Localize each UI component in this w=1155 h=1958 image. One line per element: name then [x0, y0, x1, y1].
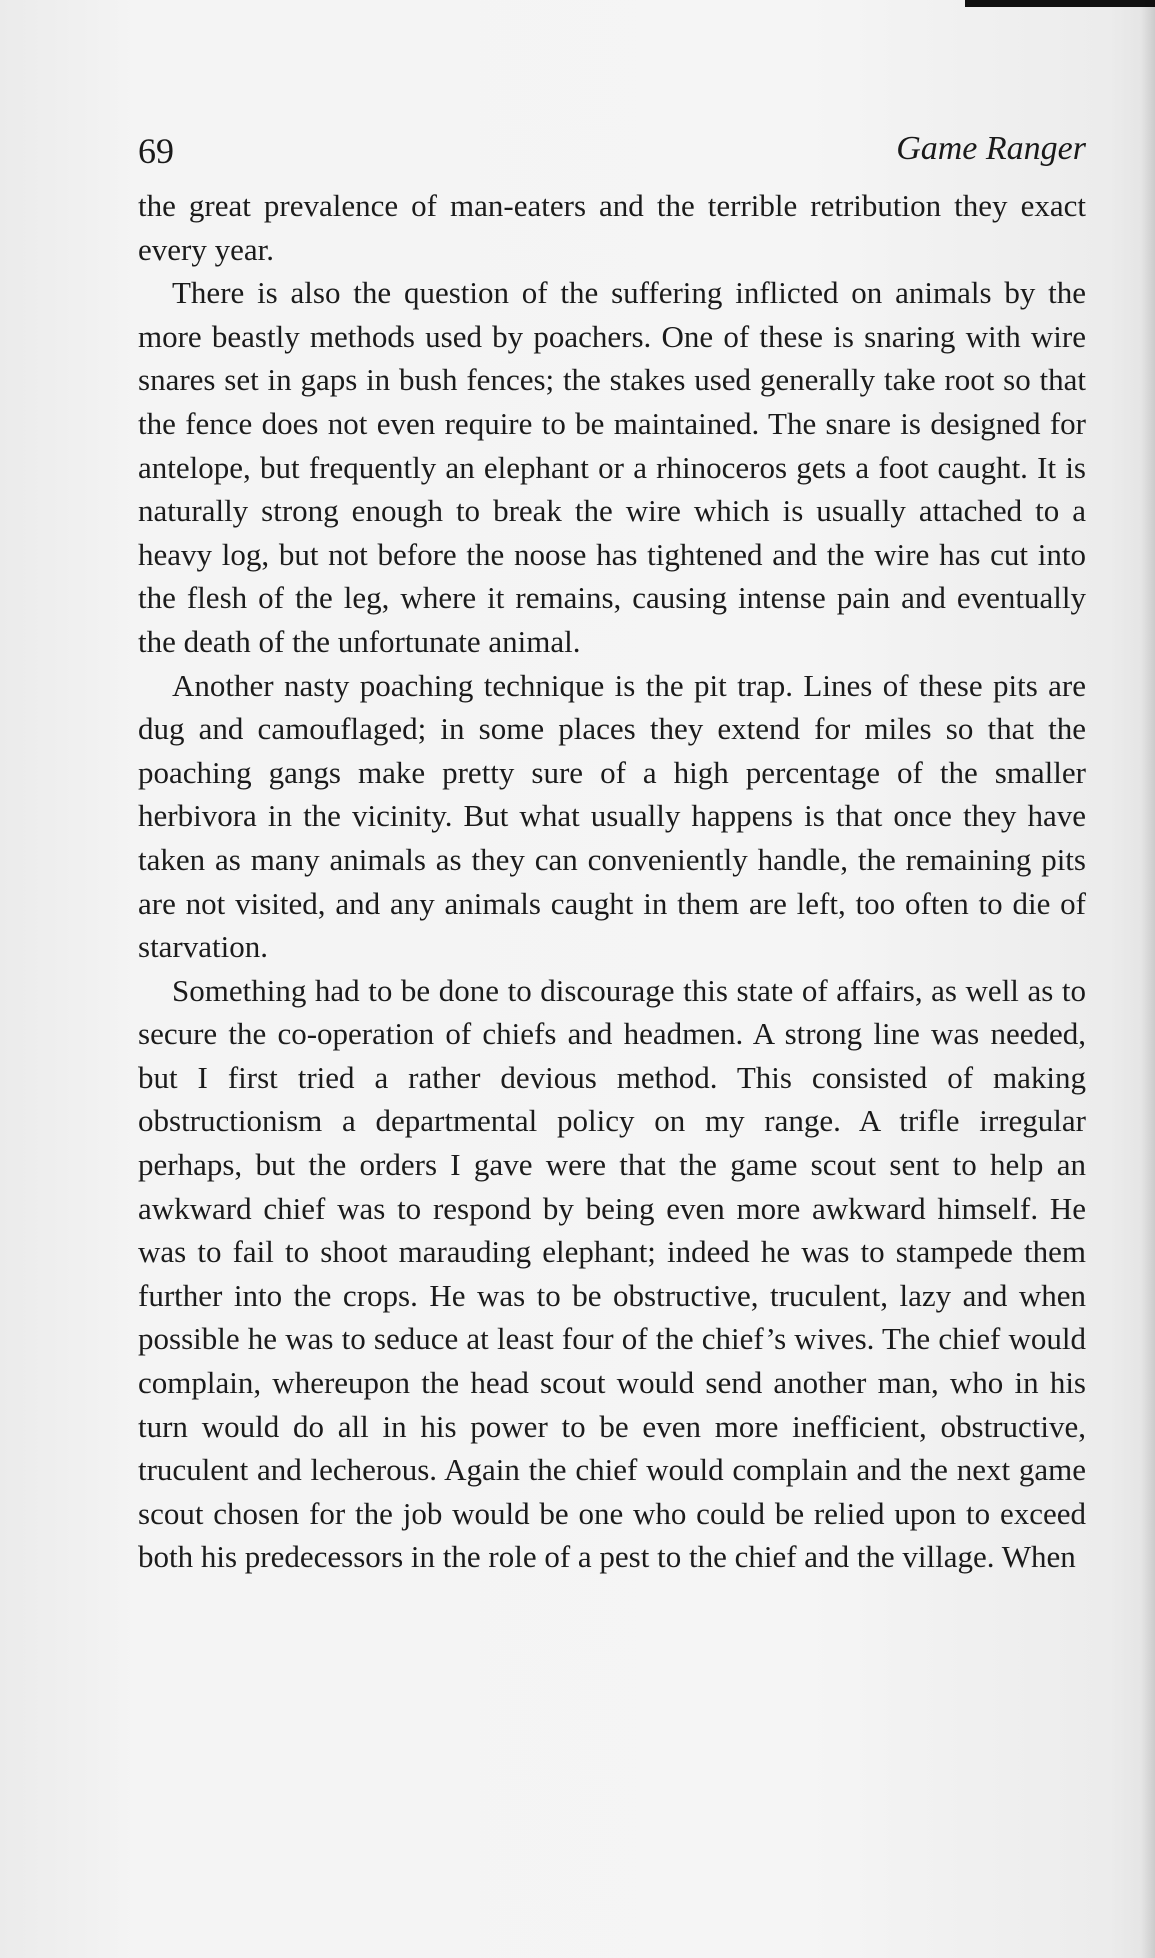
- running-head: Game Ranger: [896, 130, 1086, 167]
- paragraph-continued: the great prevalence of man-eaters and the terrible retribution they exact every year.: [138, 188, 1086, 267]
- scan-edge-shadow: [965, 0, 1155, 7]
- page-gutter-shadow: [1141, 0, 1155, 1958]
- paragraph-obstructionism: Something had to be done to discourage this state of affairs, as well as to secure the co-operation of chiefs and headmen. A strong line was needed, but I first tried a rather devious method. This consisted of making obstructionism a departmental policy on my range. A trifle irregular perhaps, but the orders I gave were that the game scout sent to help an awkward chief was to respond by being even more awkward himself. He was to fail to shoot marauding elephant; indeed he was to stampede them further into the crops. He was to be obstructive, truculent, lazy and when possible he was to seduce at least four of the chief’s wives. The chief would complain, whereupon the head scout would send another man, who in his turn would do all in his power to be even more inefficient, obstructive, truculent and lecherous. Again the chief would complain and the next game scout chosen for the job would be one who could be relied upon to exceed both his predecessors in the role of a pest to the chief and the village. When: [138, 972, 1086, 1575]
- page-header: [138, 130, 1086, 186]
- page-number: 69: [138, 131, 174, 171]
- paragraph-snares: There is also the question of the suffering inflicted on animals by the more beastly methods used by poachers. One of these is snaring with wire snares set in gaps in bush fences; the stakes used generally take root so that the fence does not even require to be maintained. The snare is designed for antelope, but frequently an elephant or a rhinoceros gets a foot caught. It is naturally strong enough to break the wire which is usually attached to a heavy log, but not before the noose has tightened and the wire has cut into the flesh of the leg, where it remains, causing intense pain and eventually the death of the unfortunate animal.: [138, 275, 1086, 659]
- paragraph-pit-trap: Another nasty poaching technique is the pit trap. Lines of these pits are dug and camouflaged; in some places they extend for miles so that the poaching gangs make pretty sure of a high percentage of the smaller herbivora in the vicinity. But what usually happens is that once they have taken as many animals as they can conveniently handle, the remaining pits are not visited, and any animals caught in them are left, too often to die of starvation.: [138, 667, 1086, 965]
- body-text: [138, 184, 1086, 1579]
